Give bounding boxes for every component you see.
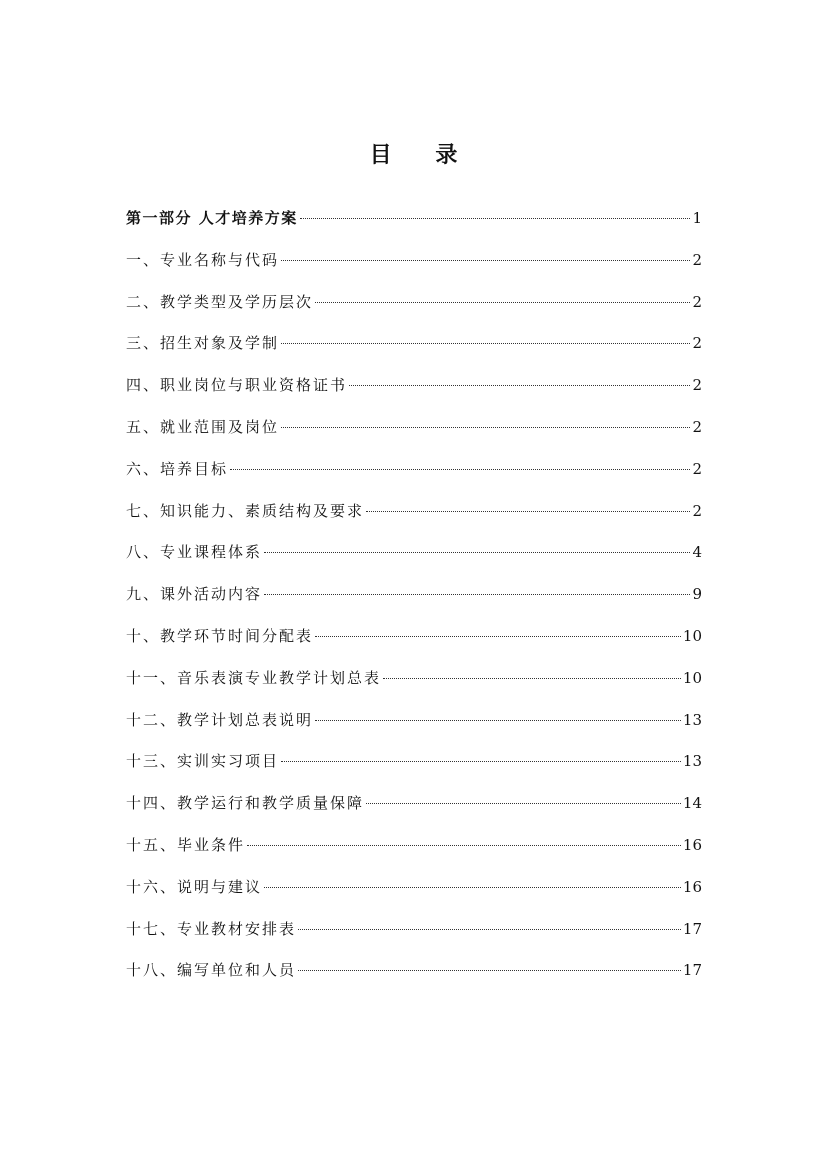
toc-entry[interactable]: [126, 789, 702, 831]
toc-entry-label: 十八、编写单位和人员: [126, 961, 297, 980]
toc-entry-page: 13: [682, 752, 702, 771]
toc-dot-leader: [264, 552, 690, 553]
toc-entry[interactable]: [126, 371, 702, 413]
toc-entry-page: 13: [682, 710, 702, 729]
toc-entry-page: 2: [692, 376, 702, 395]
toc-dot-leader: [264, 594, 690, 595]
toc-entry[interactable]: [126, 915, 702, 957]
toc-entry-page: 14: [682, 794, 702, 813]
toc-entry-label: 二、教学类型及学历层次: [126, 292, 314, 311]
toc-entry-page: 10: [682, 626, 702, 645]
table-of-contents: [126, 204, 702, 998]
toc-entry-label: 六、培养目标: [126, 459, 229, 478]
toc-entry-page: 2: [692, 417, 702, 436]
toc-entry[interactable]: [126, 873, 702, 915]
toc-entry-label: 九、课外活动内容: [126, 585, 263, 604]
toc-entry[interactable]: [126, 246, 702, 288]
toc-dot-leader: [264, 887, 681, 888]
toc-entry[interactable]: [126, 455, 702, 497]
toc-entry-label: 一、专业名称与代码: [126, 250, 280, 269]
toc-entry-label: 十一、音乐表演专业教学计划总表: [126, 668, 382, 687]
toc-entry-page: 2: [692, 334, 702, 353]
toc-entry[interactable]: [126, 288, 702, 330]
toc-entry-label: 三、招生对象及学制: [126, 334, 280, 353]
toc-dot-leader: [281, 260, 690, 261]
toc-entry-label: 八、专业课程体系: [126, 543, 263, 562]
toc-dot-leader: [281, 427, 690, 428]
toc-entry[interactable]: [126, 831, 702, 873]
toc-entry-label: 四、职业岗位与职业资格证书: [126, 376, 348, 395]
toc-entry-page: 2: [692, 459, 702, 478]
toc-entry-page: 10: [682, 668, 702, 687]
toc-entry-label: 十四、教学运行和教学质量保障: [126, 794, 365, 813]
toc-dot-leader: [281, 761, 681, 762]
toc-dot-leader: [383, 678, 681, 679]
toc-dot-leader: [298, 970, 681, 971]
toc-entry[interactable]: [126, 622, 702, 664]
toc-dot-leader: [247, 845, 681, 846]
toc-entry[interactable]: [126, 706, 702, 748]
toc-entry-part-one[interactable]: [126, 204, 702, 246]
toc-dot-leader: [366, 511, 690, 512]
toc-dot-leader: [366, 803, 681, 804]
toc-entry[interactable]: [126, 956, 702, 998]
toc-entry-label: 十五、毕业条件: [126, 835, 246, 854]
toc-entry-page: 16: [682, 835, 702, 854]
toc-entry-page: 2: [692, 501, 702, 520]
toc-dot-leader: [315, 720, 681, 721]
toc-entry[interactable]: [126, 747, 702, 789]
toc-entry-label: 十、教学环节时间分配表: [126, 626, 314, 645]
toc-entry-page: 9: [692, 585, 702, 604]
toc-entry-label: 十三、实训实习项目: [126, 752, 280, 771]
toc-entry[interactable]: [126, 329, 702, 371]
toc-entry-label: 第一部分 人才培养方案: [126, 209, 298, 227]
toc-entry[interactable]: [126, 580, 702, 622]
toc-entry-page: 4: [692, 543, 702, 562]
toc-entry-label: 十二、教学计划总表说明: [126, 710, 314, 729]
toc-dot-leader: [315, 302, 690, 303]
toc-entry[interactable]: [126, 538, 702, 580]
toc-entry-label: 七、知识能力、素质结构及要求: [126, 501, 365, 520]
toc-entry-page: 1: [692, 209, 702, 227]
toc-dot-leader: [230, 469, 690, 470]
toc-entry-label: 五、就业范围及岗位: [126, 417, 280, 436]
toc-dot-leader: [300, 218, 691, 219]
toc-entry-page: 16: [682, 877, 702, 896]
toc-entry-page: 17: [682, 919, 702, 938]
toc-entry[interactable]: [126, 664, 702, 706]
toc-entry[interactable]: [126, 497, 702, 539]
toc-entry-page: 17: [682, 961, 702, 980]
toc-dot-leader: [281, 343, 690, 344]
toc-dot-leader: [315, 636, 681, 637]
toc-entry-label: 十七、专业教材安排表: [126, 919, 297, 938]
toc-entry-page: 2: [692, 250, 702, 269]
toc-entry-label: 十六、说明与建议: [126, 877, 263, 896]
toc-dot-leader: [349, 385, 690, 386]
toc-dot-leader: [298, 929, 681, 930]
toc-entry[interactable]: [126, 413, 702, 455]
toc-entry-page: 2: [692, 292, 702, 311]
page-title: 目 录: [369, 142, 476, 168]
